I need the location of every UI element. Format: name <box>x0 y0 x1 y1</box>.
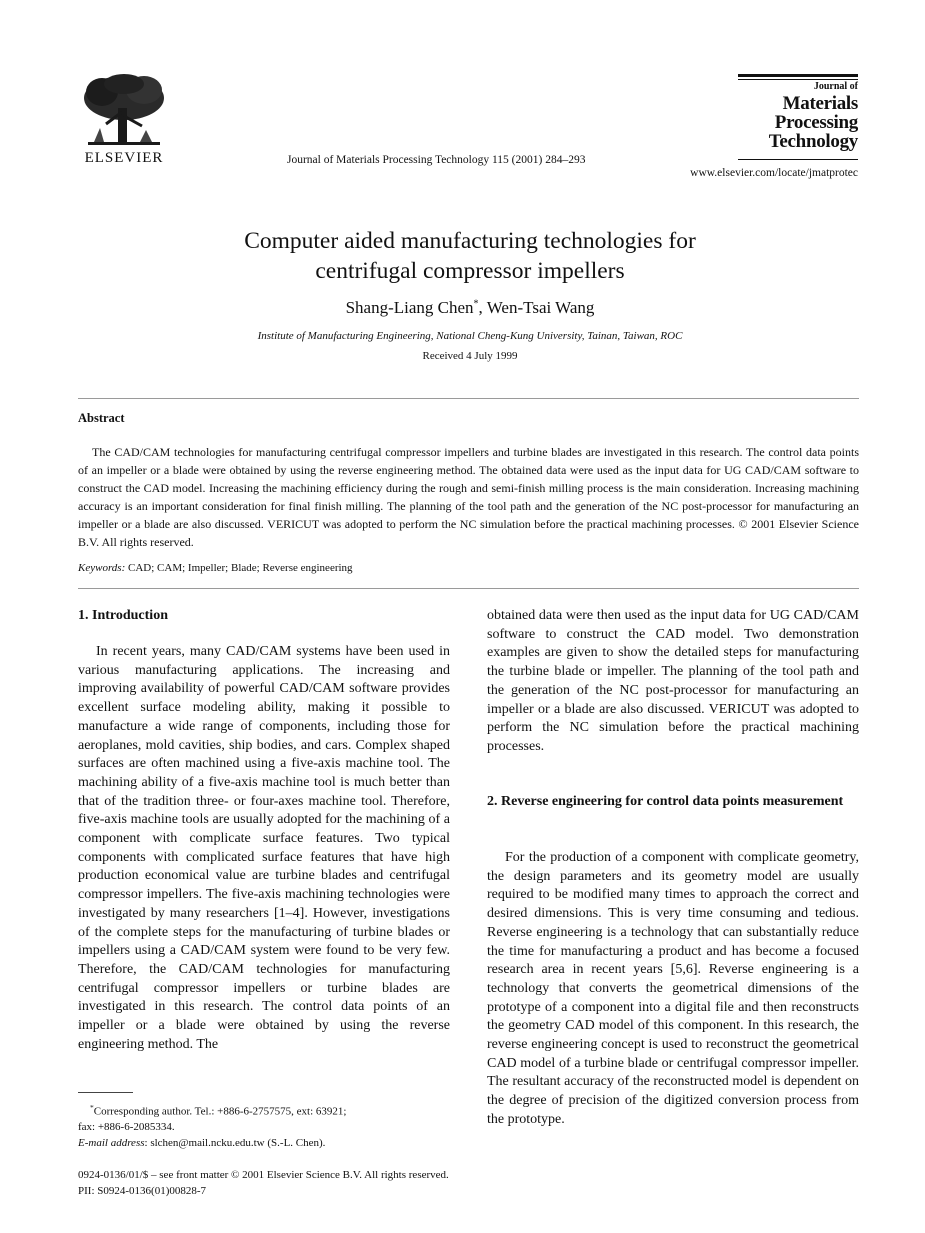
abstract-text: The CAD/CAM technologies for manufacturing centrifugal compressor impellers and turbine blades are investigated in this research. The control data points of an impeller or a blade were obtained by using the reverse engineering method. The obtained data were used as the input data for UG CAD/CAM software to construct the CAD model. Increasing the machining efficiency during the rough and semi-finish milling process is the main consideration. Increasing machining accuracy is an important consideration for final finish milling. The planning of the tool path and the generation of the NC post-processor for manufacturing an impeller or a blade are also discussed. VERICUT was adopted to perform the NC simulation before the practical machining processes. © 2001 Elsevier Science B.V. All rights reserved. <box>78 445 859 549</box>
section-heading-reverse-engineering: 2. Reverse engineering for control data points measurement <box>487 794 844 809</box>
right-column-bottom <box>487 849 859 1130</box>
author-name: Wen-Tsai Wang <box>486 298 595 317</box>
journal-url[interactable]: www.elsevier.com/locate/jmatprotec <box>690 167 858 179</box>
footnote-mark: * <box>90 1103 94 1112</box>
author-separator: , <box>478 298 487 317</box>
footnote-fax: fax: +886-6-2085334. <box>78 1121 175 1134</box>
pii-line: PII: S0924-0136(01)00828-7 <box>78 1185 207 1197</box>
journal-masthead <box>738 82 858 151</box>
left-column <box>78 643 450 1054</box>
abstract-heading: Abstract <box>78 411 125 425</box>
article-title-line: centrifugal compressor impellers <box>315 258 625 284</box>
right-column-top <box>487 607 859 757</box>
corresponding-mark: * <box>473 298 479 310</box>
paragraph: obtained data were then used as the input data for UG CAD/CAM software to construct the CAD model. Two demonstration examples are given to show the detailed steps for manufacturing the turbine blade or impeller. The planning of the tool path and the generation of the NC post-processor for manufacturing an impeller or a blade are also discussed. VERICUT was adopted to perform the NC simulation before the practical machining processes. <box>487 608 859 754</box>
journal-rule-top-thin <box>738 79 858 80</box>
footnote <box>78 1100 450 1151</box>
elsevier-tree-logo <box>78 72 170 148</box>
journal-name-line: Materials <box>782 93 858 114</box>
divider <box>78 398 859 399</box>
affiliation: Institute of Manufacturing Engineering, National Cheng-Kung University, Tainan, Taiwan, ROC <box>257 330 683 342</box>
paragraph: For the production of a component with complicate geometry, the design parameters and its geometry model are usually required to be modified many times to approach the correct and desired dimensions. This is very time consuming and tedious. Reverse engineering is a technology that can substantially reduce the time for manufacturing a product and has become a focused research area in recent years [5,6]. Reverse engineering is a technology that converts the geometrical dimensions of the prototype of a component into a digital file and then reconstructs the geometry CAD model of this component. In this research, the reverse engineering concept is used to reconstruct the geometrical CAD model of a turbine blade or centrifugal compressor impeller. The resultant accuracy of the reconstructed model is dependent on the degree of precision of the digitized conversion process from the prototype. <box>487 850 859 1127</box>
author-name: Shang-Liang Chen <box>345 298 474 317</box>
section-heading-introduction: 1. Introduction <box>78 608 168 623</box>
journal-rule-bottom <box>738 159 858 160</box>
keywords-label: Keywords: <box>78 562 126 574</box>
received-date: Received 4 July 1999 <box>422 350 518 362</box>
issn-line: 0924-0136/01/$ – see front matter © 2001 Elsevier Science B.V. All rights reserved. <box>78 1169 449 1181</box>
article-title-line: Computer aided manufacturing technologies for <box>244 228 696 254</box>
article-title <box>120 226 820 286</box>
journal-name-line: Processing <box>774 112 858 133</box>
email-label: E-mail address <box>78 1136 145 1149</box>
divider <box>78 588 859 589</box>
journal-of-label: Journal of <box>813 81 858 92</box>
email-address[interactable]: : slchen@mail.ncku.edu.tw (S.-L. Chen). <box>144 1136 326 1149</box>
footnote-contact: Corresponding author. Tel.: +886-6-2757575, ext: 63921; <box>93 1105 347 1118</box>
keywords-list: CAD; CAM; Impeller; Blade; Reverse engineering <box>128 562 353 574</box>
paragraph: In recent years, many CAD/CAM systems have been used in various manufacturing applications. The increasing and improving availability of powerful CAD/CAM software provides excellent surface modeling ability, making it possible to manufacture a wide range of components, including those for aeroplanes, mold cavities, ship bodies, and cars. Complex shaped surfaces are often machined using a five-axis machine tool. The machining ability of a five-axis machine tool is much better than that of the tradition three- or four-axes machine tool. Therefore, five-axis machine tools are usually adopted for the machining of a component with complicate surface features. Two typical components with complicated surface features that have high production economical value are turbine blades and centrifugal compressor impellers. The five-axis machining technologies were investigated by many researchers [1–4]. However, investigations of the complete steps for the manufacturing of turbine blades or impellers using a CAD/CAM system were found to be very few. Therefore, the CAD/CAM technologies for manufacturing centrifugal compressor impellers or turbine blades are investigated in this research. The control data points of an impeller or a blade were obtained by using the reverse engineering method. The <box>78 644 450 1052</box>
journal-citation: Journal of Materials Processing Technology 115 (2001) 284–293 <box>287 154 586 166</box>
author-list <box>120 298 820 318</box>
footnote-rule <box>78 1092 133 1093</box>
journal-name-line: Technology <box>768 131 858 152</box>
publisher-name: ELSEVIER <box>84 150 164 166</box>
tree-icon <box>78 72 170 148</box>
keywords <box>78 562 353 574</box>
journal-rule-top <box>738 74 858 77</box>
